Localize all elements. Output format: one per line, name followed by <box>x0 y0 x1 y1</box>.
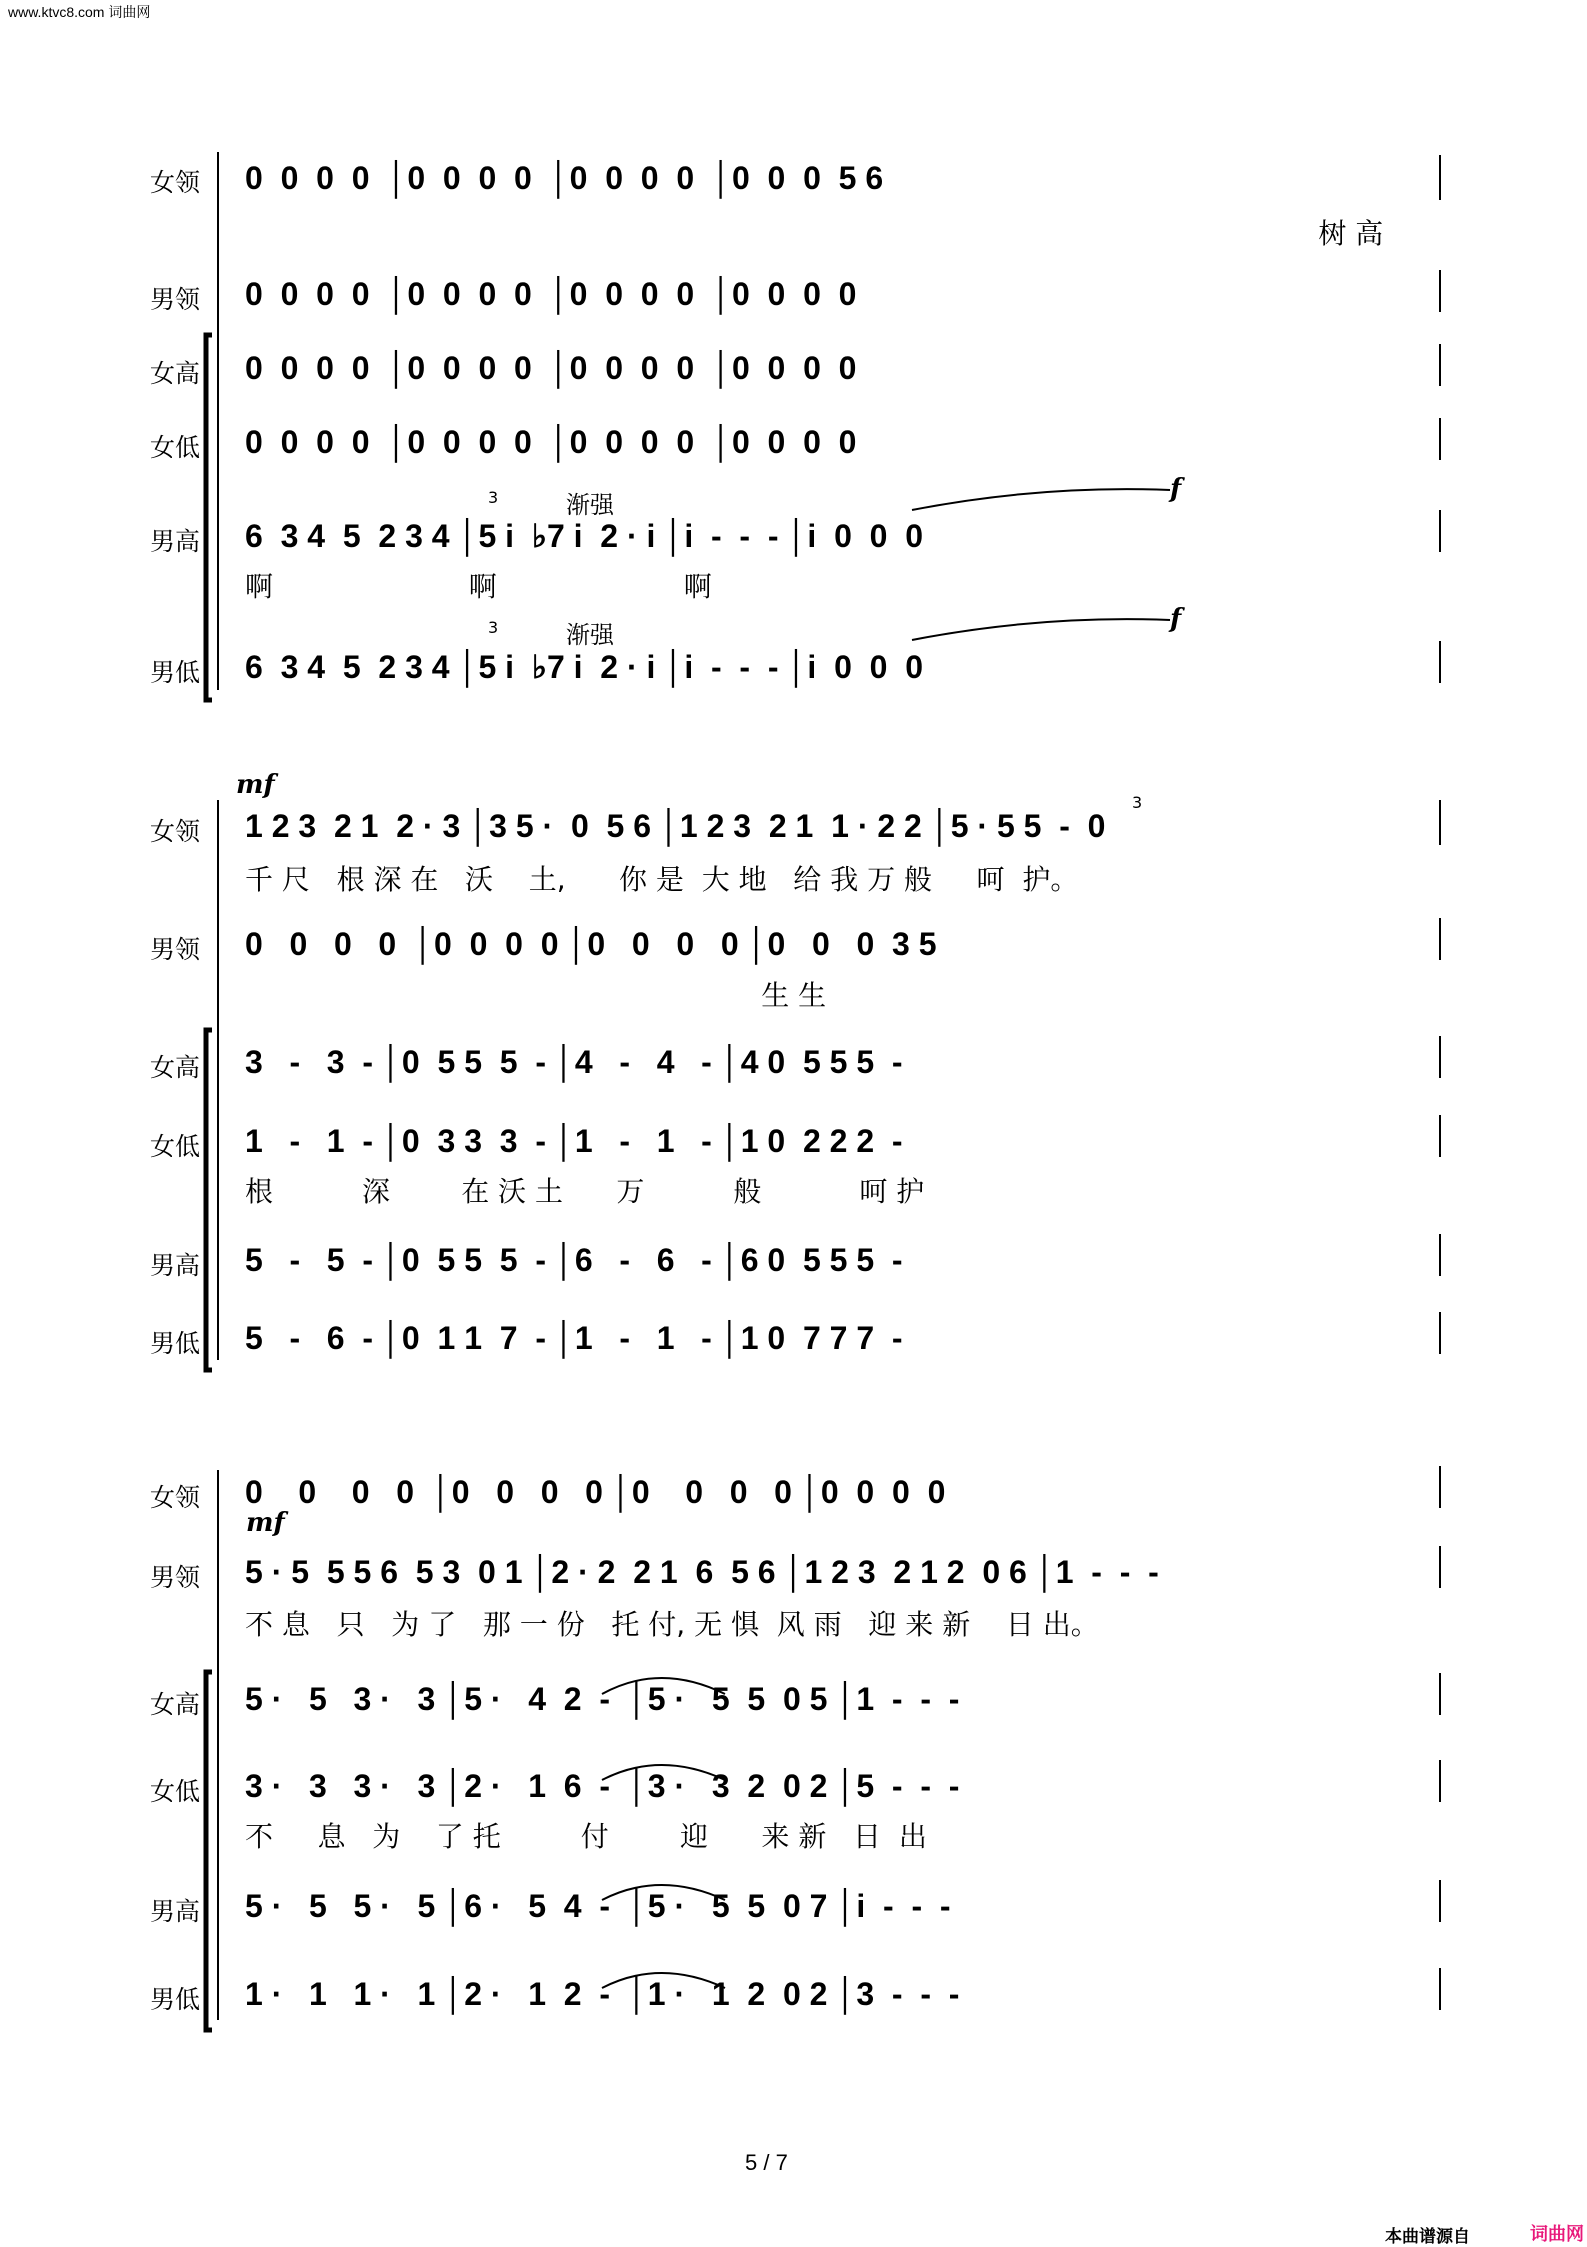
staff-label: 女高 <box>149 359 200 388</box>
notes-line: 0 0 0 0 │0 0 0 0 │0 0 0 0 │0 0 0 5 6 <box>245 160 884 196</box>
staff-label: 男高 <box>149 527 200 556</box>
watermark: www.ktvc8.com 词曲网 <box>8 4 151 20</box>
lyric-line: 树 高 <box>900 217 1384 250</box>
staff-label: 女低 <box>149 433 200 462</box>
notes-line: 5 · 5 5 5 6 5 3 0 1 │2 · 2 2 1 6 5 6 │1 2 3 2 1 2 0 6 │1 - - - <box>245 1554 1159 1590</box>
notes-line: 5 - 6 - │0 1 1 7 - │1 - 1 - │1 0 7 7 7 - <box>245 1320 903 1356</box>
staff-label: 男领 <box>149 285 200 314</box>
staff-label: 女领 <box>149 817 200 846</box>
notes-line: 5 · 5 5 · 5 │6 · 5 4 - │5 · 5 5 0 7 │i - - - <box>245 1888 951 1924</box>
tie <box>602 1885 725 1900</box>
choir-bracket <box>206 335 212 700</box>
staff-label: 男低 <box>149 1985 200 2014</box>
lyric-line: 不 息 为 了 托 付 迎 来 新 日 出 <box>245 1820 927 1853</box>
notes-line: 1 · 1 1 · 1 │2 · 1 2 - │1 · 1 2 0 2 │3 - - - <box>245 1976 960 2012</box>
staff-label: 女高 <box>149 1690 200 1719</box>
page-number: 5 / 7 <box>745 2150 788 2175</box>
notes-line: 1 2 3 2 1 2 · 3 │3 5 · 0 5 6 │1 2 3 2 1 1 · 2 2 │5 · 5 5 - 0 <box>245 808 1106 844</box>
site-logo: 词曲网 <box>1530 2224 1584 2245</box>
notes-line: 0 0 0 0 │0 0 0 0 │0 0 0 0 │0 0 0 0 <box>245 350 857 386</box>
notes-line: 5 · 5 3 · 3 │5 · 4 2 - │5 · 5 5 0 5 │1 - - - <box>245 1681 960 1717</box>
crescendo-mark: 渐强 <box>566 491 614 519</box>
staff-label: 男领 <box>149 1563 200 1592</box>
tie <box>912 489 1170 510</box>
notes-line: 5 - 5 - │0 5 5 5 - │6 - 6 - │6 0 5 5 5 - <box>245 1242 903 1278</box>
notes-line: 0 0 0 0 │0 0 0 0 │0 0 0 0 │0 0 0 0 <box>245 276 857 312</box>
forte-mark: f <box>1170 604 1182 634</box>
choir-bracket <box>206 1672 212 2030</box>
notes-line: 0 0 0 0 │0 0 0 0 │0 0 0 0 │0 0 0 0 <box>245 1474 946 1510</box>
lyric-line: 根 深 在 沃 土 万 般 呵 护 <box>245 1175 925 1208</box>
lyric-line: 生 生 <box>245 979 827 1012</box>
choir-bracket <box>206 1030 212 1370</box>
notes-line: 0 0 0 0 │0 0 0 0 │0 0 0 0 │0 0 0 0 <box>245 424 857 460</box>
notes-line: 6 3 4 5 2 3 4 │5 i ♭7 i 2 · i │i - - - │i 0 0 0 <box>245 518 924 554</box>
notes-line: 3 · 3 3 · 3 │2 · 1 6 - │3 · 3 2 0 2 │5 - - - <box>245 1768 960 1804</box>
forte-mark: f <box>1170 474 1182 504</box>
mezzoforte-mark: mf <box>246 1508 285 1538</box>
triplet-mark: 3 <box>488 488 499 507</box>
staff-label: 女领 <box>149 168 200 197</box>
staff-label: 女高 <box>149 1053 200 1082</box>
tie <box>912 619 1170 640</box>
staff-label: 女低 <box>149 1777 200 1806</box>
crescendo-mark: 渐强 <box>566 621 614 649</box>
tie <box>602 1765 725 1780</box>
lyric-line: 啊 啊 啊 <box>245 570 712 603</box>
tie <box>602 1973 725 1988</box>
tie <box>602 1678 725 1694</box>
triplet-mark: 3 <box>488 618 499 637</box>
mezzoforte-mark: mf <box>236 770 275 800</box>
staff-label: 男领 <box>149 935 200 964</box>
notes-line: 0 0 0 0 │0 0 0 0 │0 0 0 0 │0 0 0 3 5 <box>245 926 937 962</box>
staff-label: 男高 <box>149 1251 200 1280</box>
lyric-line: 千 尺 根 深 在 沃 土, 你 是 大 地 给 我 万 般 呵 护。 <box>245 863 1079 896</box>
staff-label: 女低 <box>149 1132 200 1161</box>
staff-label: 男低 <box>149 1329 200 1358</box>
staff-label: 女领 <box>149 1483 200 1512</box>
source-note: 本曲谱源自 <box>1385 2227 1470 2247</box>
staff-label: 男低 <box>149 658 200 687</box>
notes-line: 1 - 1 - │0 3 3 3 - │1 - 1 - │1 0 2 2 2 - <box>245 1123 903 1159</box>
ending-mark: 3 <box>1132 793 1143 812</box>
notes-line: 6 3 4 5 2 3 4 │5 i ♭7 i 2 · i │i - - - │i 0 0 0 <box>245 649 924 685</box>
notes-line: 3 - 3 - │0 5 5 5 - │4 - 4 - │4 0 5 5 5 - <box>245 1044 903 1080</box>
lyric-line: 不 息 只 为 了 那 一 份 托 付, 无 惧 风 雨 迎 来 新 日 出。 <box>245 1608 1099 1641</box>
staff-label: 男高 <box>149 1897 200 1926</box>
